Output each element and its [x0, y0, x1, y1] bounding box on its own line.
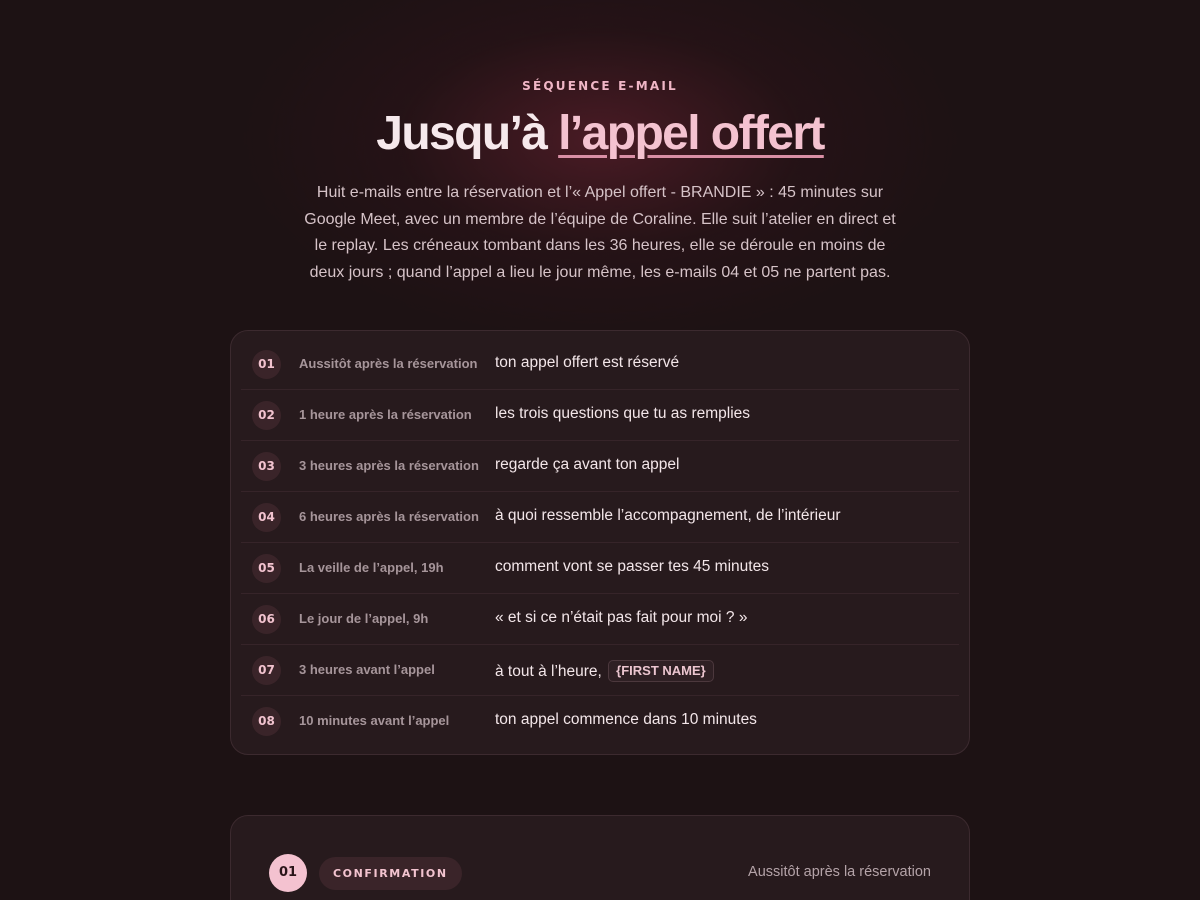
row-subject: « et si ce n’était pas fait pour moi ? »	[495, 609, 748, 626]
intro-paragraph: Huit e-mails entre la réservation et l’« Appel offert - BRANDIE » : 45 minutes sur Google Meet, avec un membre de l’équipe de Coraline. Elle suit l’atelier en direct et le replay. Les créneaux tombant dans les 36 heures, elle se déroule en moins de deux jours ; quand l’appel a lieu le jour même, les e-mails 04 et 05 ne partent pas.	[304, 184, 896, 281]
row-timing: 1 heure après la réservation	[299, 407, 472, 422]
row-subject: comment vont se passer tes 45 minutes	[495, 558, 769, 575]
sequence-row-07[interactable]	[241, 645, 959, 696]
sequence-row-01[interactable]	[241, 339, 959, 390]
sequence-row-05[interactable]	[241, 543, 959, 594]
row-subject: à quoi ressemble l’accompagnement, de l’intérieur	[495, 507, 841, 524]
page-title-main: Jusqu’à	[376, 107, 547, 160]
row-subject: à tout à l’heure,	[495, 663, 602, 680]
row-number-badge: 01	[252, 350, 281, 379]
row-timing: 6 heures après la réservation	[299, 509, 479, 524]
row-subject: ton appel offert est réservé	[495, 354, 680, 371]
row-timing: 3 heures après la réservation	[299, 458, 479, 473]
row-subject-with-tag	[495, 660, 714, 682]
detail-number-badge: 01	[269, 854, 307, 892]
row-timing: 10 minutes avant l’appel	[299, 713, 450, 728]
merge-tag: {FIRST NAME}	[608, 660, 714, 682]
row-subject: les trois questions que tu as remplies	[495, 405, 751, 422]
row-timing: La veille de l’appel, 19h	[299, 560, 444, 575]
row-subject: ton appel commence dans 10 minutes	[495, 711, 757, 728]
sequence-row-02[interactable]	[241, 390, 959, 441]
row-number-badge: 07	[252, 656, 281, 685]
sequence-row-08[interactable]	[241, 696, 959, 747]
row-number-badge: 06	[252, 605, 281, 634]
email-sequence-list	[230, 330, 970, 755]
row-number-badge: 03	[252, 452, 281, 481]
section-eyebrow: SÉQUENCE E-MAIL	[522, 79, 678, 93]
row-number-badge: 08	[252, 707, 281, 736]
sequence-row-06[interactable]	[241, 594, 959, 645]
sequence-row-03[interactable]	[241, 441, 959, 492]
row-timing: Le jour de l’appel, 9h	[299, 611, 429, 626]
email-detail-card	[230, 815, 970, 900]
row-timing: Aussitôt après la réservation	[299, 356, 478, 371]
row-subject: regarde ça avant ton appel	[495, 456, 680, 473]
row-timing: 3 heures avant l’appel	[299, 662, 435, 677]
row-number-badge: 05	[252, 554, 281, 583]
detail-timing: Aussitôt après la réservation	[748, 864, 931, 880]
detail-type-badge: CONFIRMATION	[319, 857, 462, 890]
row-number-badge: 02	[252, 401, 281, 430]
row-number-badge: 04	[252, 503, 281, 532]
page-title-accent: l’appel offert	[558, 107, 824, 160]
page-title	[0, 106, 1200, 161]
sequence-row-04[interactable]	[241, 492, 959, 543]
